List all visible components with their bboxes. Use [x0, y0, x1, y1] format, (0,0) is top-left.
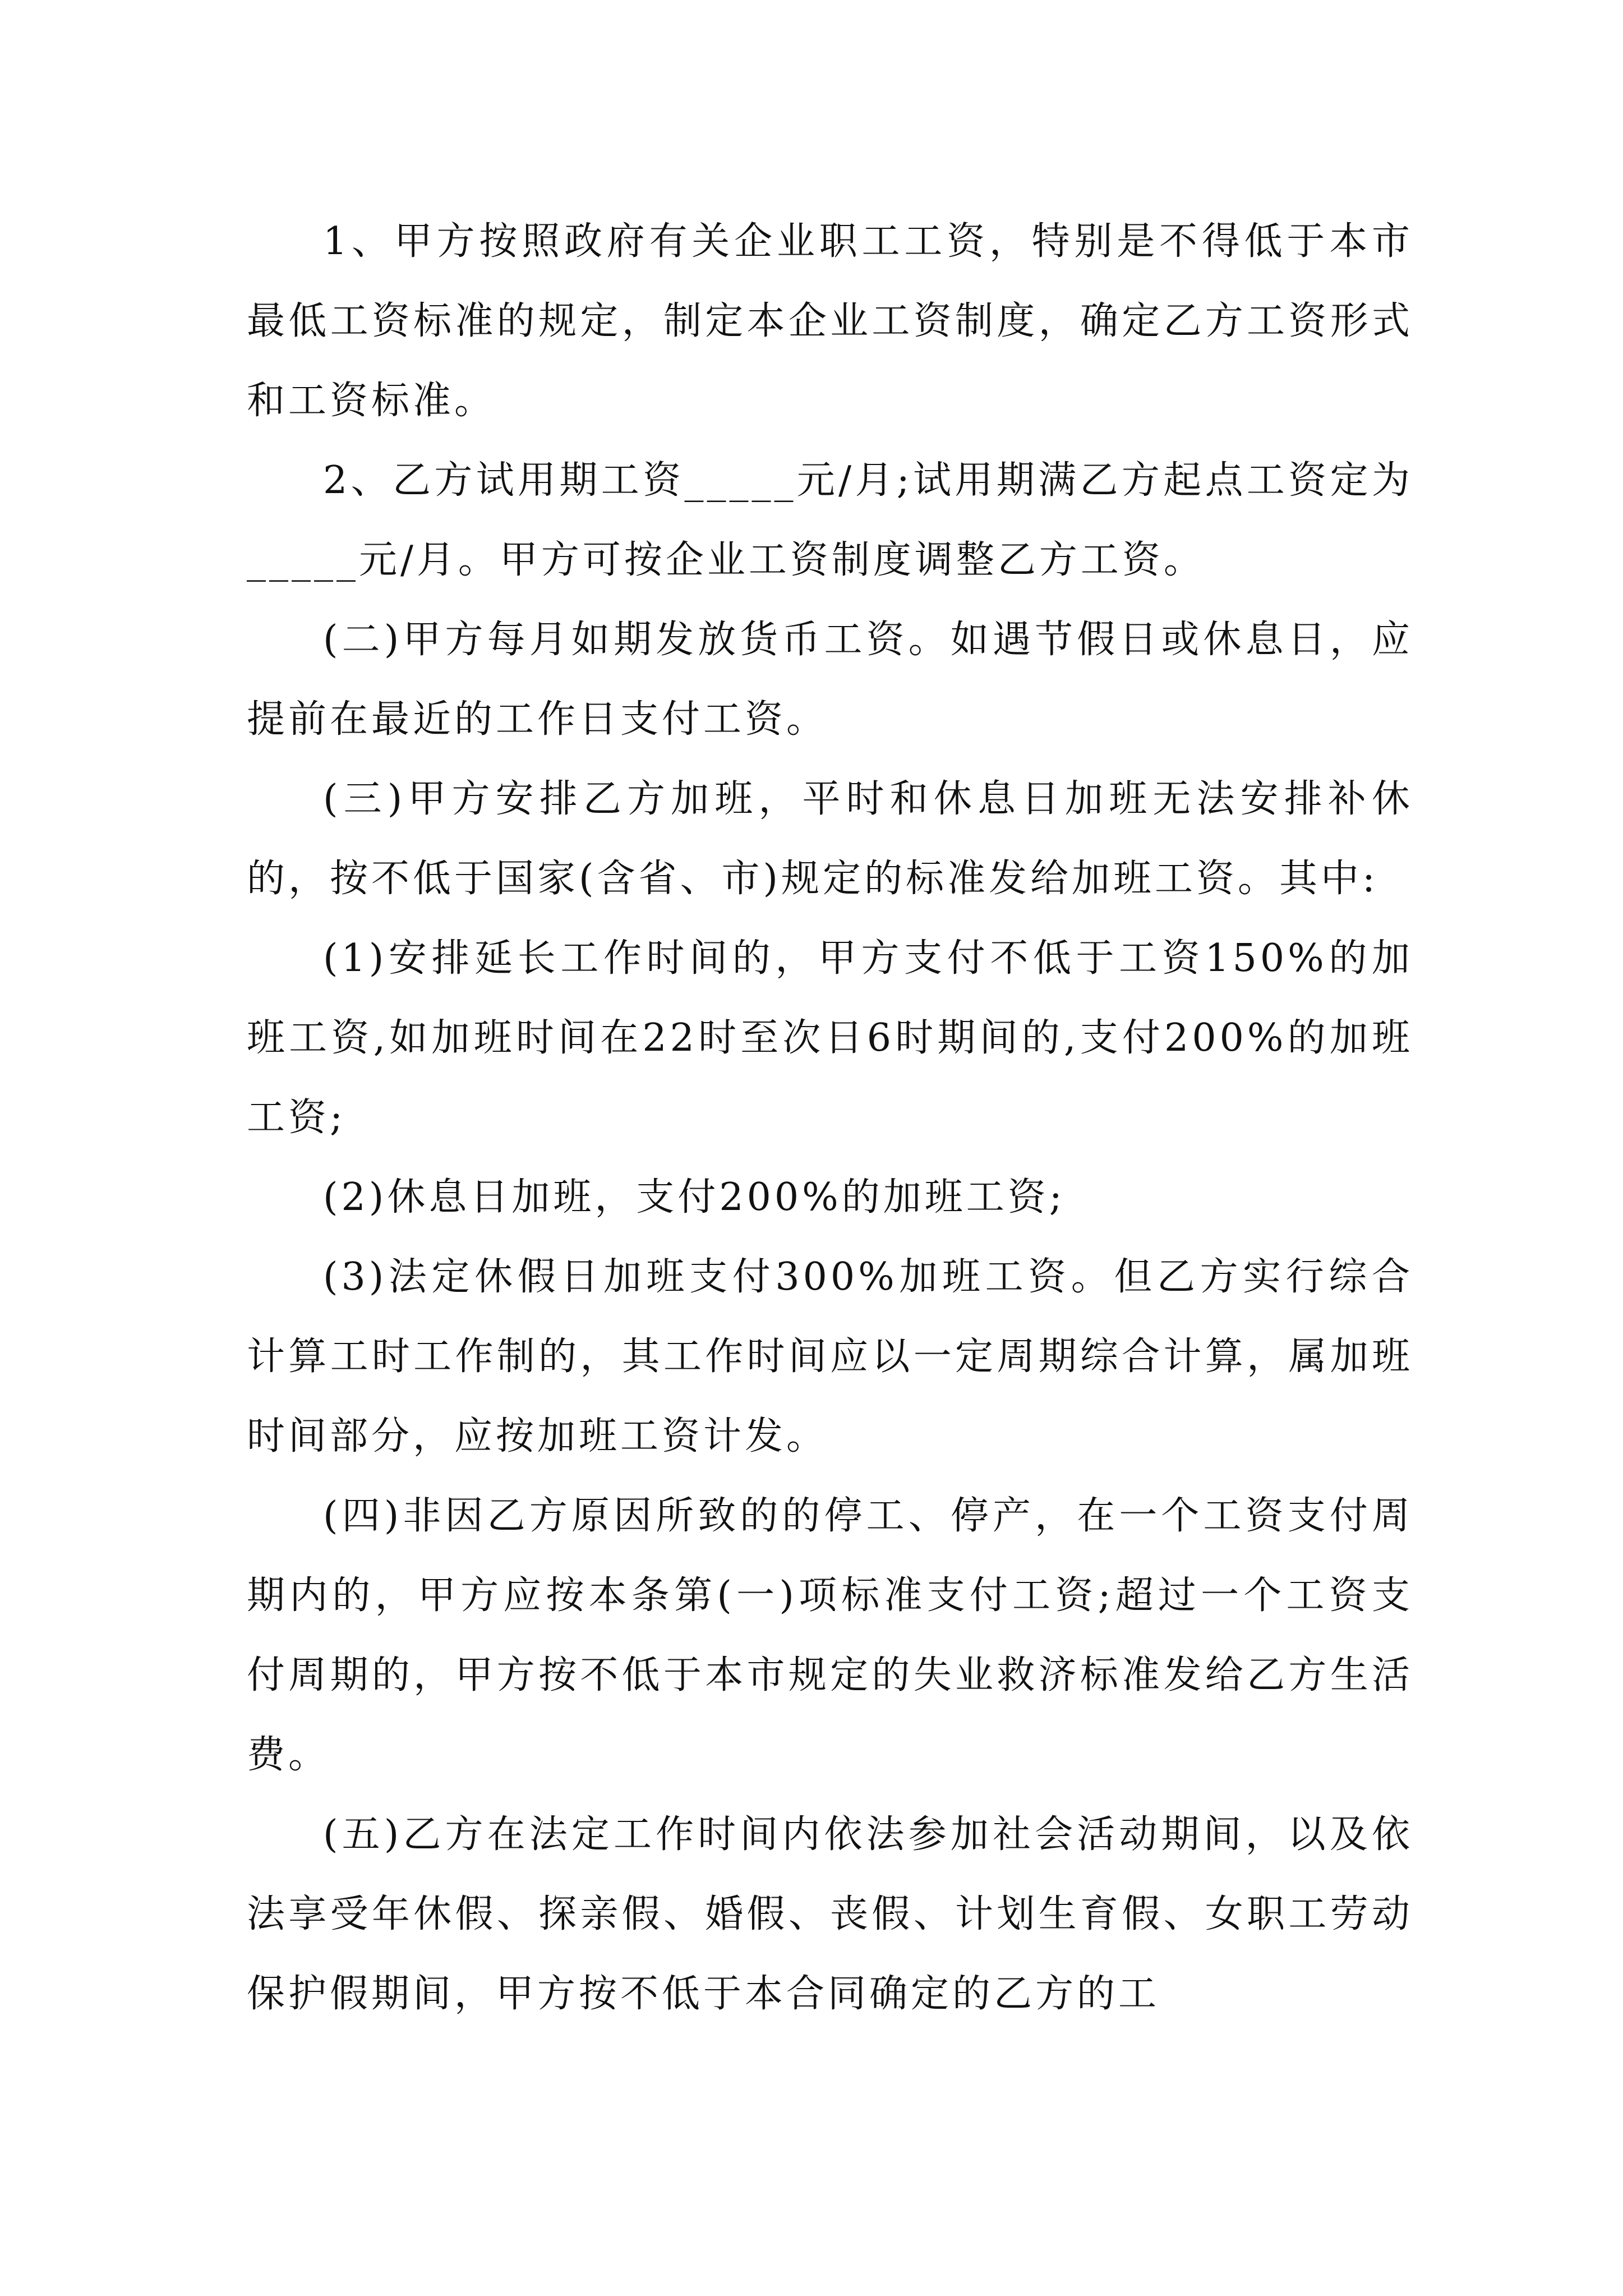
- paragraph-probation-wage: 2、乙方试用期工资_____元/月;试用期满乙方起点工资定为_____元/月。甲方可按企业工资制度调整乙方工资。: [247, 458, 1413, 582]
- document-body: [247, 202, 1413, 2034]
- paragraph-overtime-holiday: (3)法定休假日加班支付300%加班工资。但乙方实行综合计算工时工作制的，其工作时间应以一定周期综合计算，属加班时间部分，应按加班工资计发。: [247, 1255, 1413, 1458]
- paragraph-payment-schedule: (二)甲方每月如期发放货币工资。如遇节假日或休息日，应提前在最近的工作日支付工资。: [247, 618, 1413, 742]
- paragraph-overtime-extended: (1)安排延长工作时间的，甲方支付不低于工资150%的加班工资,如加班时间在22时至次日6时期间的,支付200%的加班工资;: [247, 936, 1413, 1140]
- paragraph-leave-pay: (五)乙方在法定工作时间内依法参加社会活动期间，以及依法享受年休假、探亲假、婚假、丧假、计划生育假、女职工劳动保护假期间，甲方按不低于本合同确定的乙方的工: [247, 1812, 1413, 2016]
- paragraph-overtime-rest-day: (2)休息日加班，支付200%的加班工资;: [323, 1175, 1066, 1220]
- paragraph-wage-standard: 1、甲方按照政府有关企业职工工资，特别是不得低于本市最低工资标准的规定，制定本企业工资制度，确定乙方工资形式和工资标准。: [247, 219, 1413, 423]
- paragraph-overtime: (三)甲方安排乙方加班，平时和休息日加班无法安排补休的，按不低于国家(含省、市)规定的标准发给加班工资。其中:: [247, 777, 1413, 901]
- paragraph-work-stoppage: (四)非因乙方原因所致的的停工、停产，在一个工资支付周期内的，甲方应按本条第(一)项标准支付工资;超过一个工资支付周期的，甲方按不低于本市规定的失业救济标准发给乙方生活费。: [247, 1494, 1413, 1777]
